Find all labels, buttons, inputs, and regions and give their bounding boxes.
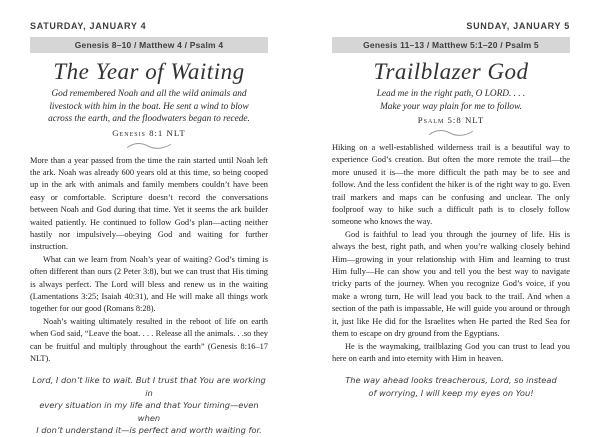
scripture-quote [332, 88, 570, 113]
body-paragraph: God is faithful to lead you through the journey of life. His is always the best, right path, and when you’re walking closely behind Him—growing in your relationship with Him and learning to trust Him fully—He can show you and tell you the best way to navigate tricky parts of the journey. When you recognize God’s voice, if you make a wrong turn, He will lead you back to the trail. And when a section of the path is impassable, He will guide you around or through it, just like He did for the Israelites when He parted the Red Sea for them to escape on dry ground from the Egyptians. [332, 229, 570, 339]
scripture-reference: Genesis 8:1 NLT [112, 127, 186, 138]
prayer-line: The way ahead looks treacherous, Lord, so instead [345, 375, 557, 386]
devotional-body [30, 155, 268, 366]
prayer-line: I don’t understand it—is perfect and worth waiting for. [36, 425, 262, 436]
body-paragraph: What can we learn from Noah’s year of waiting? God’s timing is often different than ours (2 Peter 3:8), but we can trust that His timing is always perfect. The Lord will bless and renew us in the waiting (Lamentations 3:25; Isaiah 40:31), and He will make all things work together for our good (Romans 8:28). [30, 254, 268, 314]
prayer-line: every situation in my life and that Your timing—even when [39, 400, 259, 423]
prayer-text [332, 374, 570, 399]
readings-bar [30, 37, 268, 53]
quote-line: livestock with him in the boat. He sent a wind to blow [49, 101, 249, 112]
readings-text: Genesis 8–10 / Matthew 4 / Psalm 4 [74, 40, 224, 50]
quote-line: God remembered Noah and all the wild animals and [51, 89, 247, 99]
body-paragraph: Hiking on a well-established wilderness trail is a beautiful way to experience God’s creation. But often the more remote the trail—the more unused it is—the more difficult the path may be to see and follow. And the less confident the hiker is of the right way to go. Even trail markers and maps can be confusing and unclear. The only foolproof way to hike such a difficult path is to closely follow someone who knows the way. [332, 143, 570, 227]
date-heading: SATURDAY, JANUARY 4 [30, 21, 147, 31]
wave-ornament-icon [332, 128, 570, 138]
body-paragraph: More than a year passed from the time the rain started until Noah left the ark. Noah was already 600 years old at this time, so being cooped up in the ark with animals and family members couldn’t have been easy or comfortable. Scripture doesn’t record the conversations between Noah and God during that time. Yet it seems the ark builder waited patiently. He continued to follow God’s plan—acting neither hastily nor impulsively—obeying God and waiting for further instruction. [30, 155, 268, 252]
quote-line: Lead me in the right path, O LORD. . . . [376, 89, 526, 99]
wave-ornament-icon [30, 141, 268, 151]
scripture-reference: Psalm 5:8 NLT [417, 115, 485, 125]
body-paragraph: Noah’s waiting ultimately resulted in the reboot of life on earth when God said, “Leave the boat. . . . Release all the animals. . .so they can be fruitful and multiply throughout the earth” (Genesis 8:16–17 NLT). [30, 316, 268, 363]
date-heading: SUNDAY, JANUARY 5 [466, 21, 570, 31]
readings-text: Genesis 11–13 / Matthew 5:1–20 / Psalm 5 [363, 40, 539, 50]
prayer-line: of worrying, I will keep my eyes on You! [368, 387, 534, 398]
body-paragraph: He is the waymaking, trailblazing God you can trust to lead you here on earth and into eternity with Him in heaven. [332, 341, 570, 363]
readings-bar [332, 37, 570, 53]
prayer-line: Lord, I don’t like to wait. But I trust that You are working in [32, 375, 266, 398]
devotional-body [332, 142, 570, 365]
page-right [332, 21, 570, 399]
page-left [30, 21, 268, 437]
scripture-quote [30, 88, 268, 126]
devotional-title: Trailblazer God [373, 59, 529, 84]
quote-line: across the earth, and the floodwaters began to recede. [48, 114, 250, 124]
devotional-title: The Year of Waiting [53, 59, 245, 84]
prayer-text [30, 374, 268, 437]
quote-line: Make your way plain for me to follow. [380, 101, 522, 112]
